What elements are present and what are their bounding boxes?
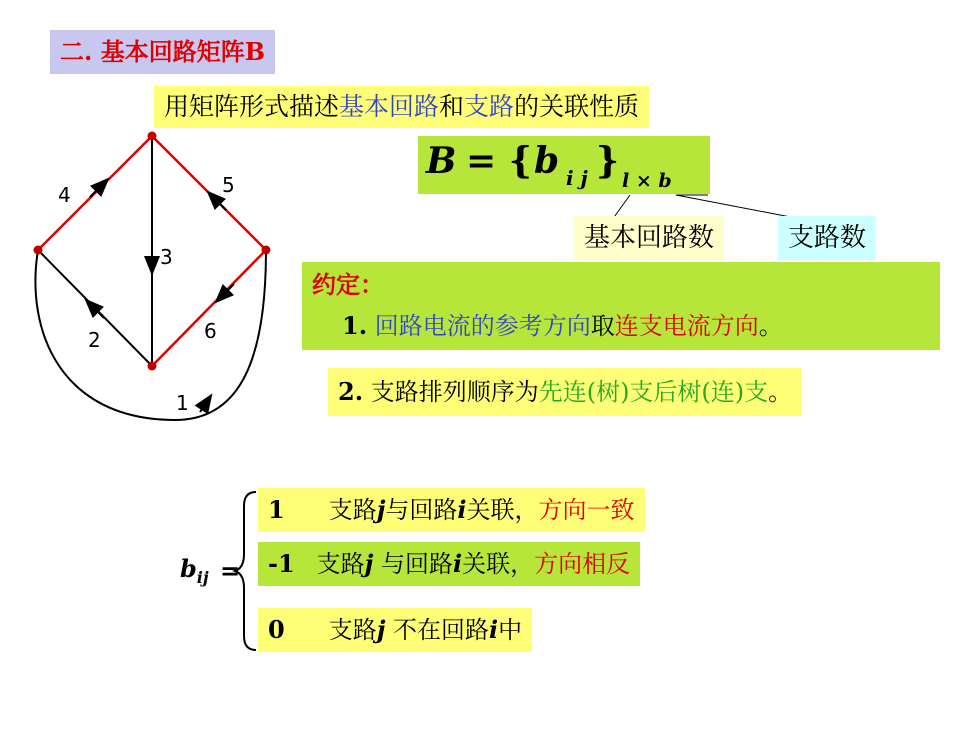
- row3-mid: 不在回路: [385, 616, 490, 644]
- edge-5: [152, 136, 266, 250]
- desc-part2: 基本回路: [339, 92, 440, 121]
- convention-item1-a: 回路电流的参考方向: [374, 312, 591, 340]
- row2-post: 关联，: [462, 550, 535, 578]
- desc-part3: 和: [439, 92, 465, 121]
- row3-value: 0: [268, 615, 285, 644]
- row2-value: -1: [268, 549, 295, 578]
- formula-close: }: [596, 140, 620, 182]
- row2-i: i: [453, 549, 463, 578]
- formula-b: b: [534, 140, 560, 182]
- row3-post: 中: [498, 616, 523, 644]
- row2-pre: 支路: [316, 550, 365, 578]
- convention-item1-b: 取: [590, 312, 615, 340]
- branch-count-label: 支路数: [778, 216, 876, 260]
- row2-mid: 与回路: [373, 550, 453, 578]
- desc-part5: 的关联性质: [514, 92, 640, 121]
- edge-label-2: 2: [88, 328, 101, 352]
- edge-6-arrow: [220, 284, 234, 298]
- convention-title-text: 约定：: [312, 270, 384, 299]
- edge-1-arrow: [200, 400, 208, 412]
- row2-red: 方向相反: [534, 550, 631, 578]
- convention-item2-a: 支路排列顺序为: [370, 378, 539, 406]
- edge-label-1: 1: [176, 391, 189, 415]
- node-top: [148, 132, 157, 141]
- edge-5-arrow: [212, 196, 226, 210]
- row3-pre: 支路: [328, 616, 377, 644]
- definition-row-3: [258, 608, 532, 652]
- row1-value: 1: [268, 495, 285, 524]
- convention-item1-c: 连支电流方向: [614, 312, 759, 340]
- edge-label-4: 4: [58, 183, 71, 207]
- convention-item2-num: 2.: [338, 377, 364, 406]
- node-bottom: [148, 362, 157, 371]
- bij-subscript: ij: [196, 567, 209, 587]
- node-right: [262, 246, 271, 255]
- circuit-graph: [0, 0, 330, 440]
- row1-mid: 与回路: [385, 496, 458, 524]
- row3-i: i: [489, 615, 499, 644]
- formula-lhs: B: [426, 140, 457, 182]
- edge-2-arrow: [90, 304, 104, 318]
- convention-item1-num: 1.: [342, 311, 368, 340]
- row1-red: 方向一致: [538, 496, 635, 524]
- formula-eq-open: = {: [466, 140, 532, 182]
- row1-pre: 支路: [328, 496, 377, 524]
- bij-lhs: [180, 554, 209, 587]
- formula-ij: i j: [566, 166, 588, 190]
- row1-j: j: [376, 495, 386, 524]
- desc-part4: 支路: [464, 92, 515, 121]
- edge-label-5: 5: [222, 173, 235, 197]
- page-title: 二. 基本回路矩阵B: [50, 30, 275, 74]
- convention-item2-b: 先连(树)支后树(连)支: [538, 378, 769, 406]
- definition-row-1: [258, 488, 645, 532]
- edge-label-3: 3: [160, 245, 173, 269]
- row1-post: 关联，: [466, 496, 539, 524]
- convention-item-2: [328, 368, 802, 416]
- convention-item2-c: 。: [768, 378, 793, 406]
- convention-item-1: [342, 308, 783, 344]
- bij-equals: =: [220, 556, 241, 585]
- row1-i: i: [457, 495, 467, 524]
- definition-row-2: [258, 542, 640, 586]
- desc-part1: 用矩阵形式描述: [164, 92, 340, 121]
- row3-j: j: [376, 615, 386, 644]
- edge-label-6: 6: [204, 319, 217, 343]
- convention-item1-d: 。: [758, 312, 783, 340]
- edge-4-arrow: [90, 183, 104, 197]
- node-left: [34, 246, 43, 255]
- loop-count-label: 基本回路数: [574, 216, 724, 260]
- edge-1: [35, 250, 266, 420]
- formula-sub: l × b: [622, 170, 672, 192]
- bij-symbol: b: [180, 554, 197, 583]
- row2-j: j: [364, 549, 374, 578]
